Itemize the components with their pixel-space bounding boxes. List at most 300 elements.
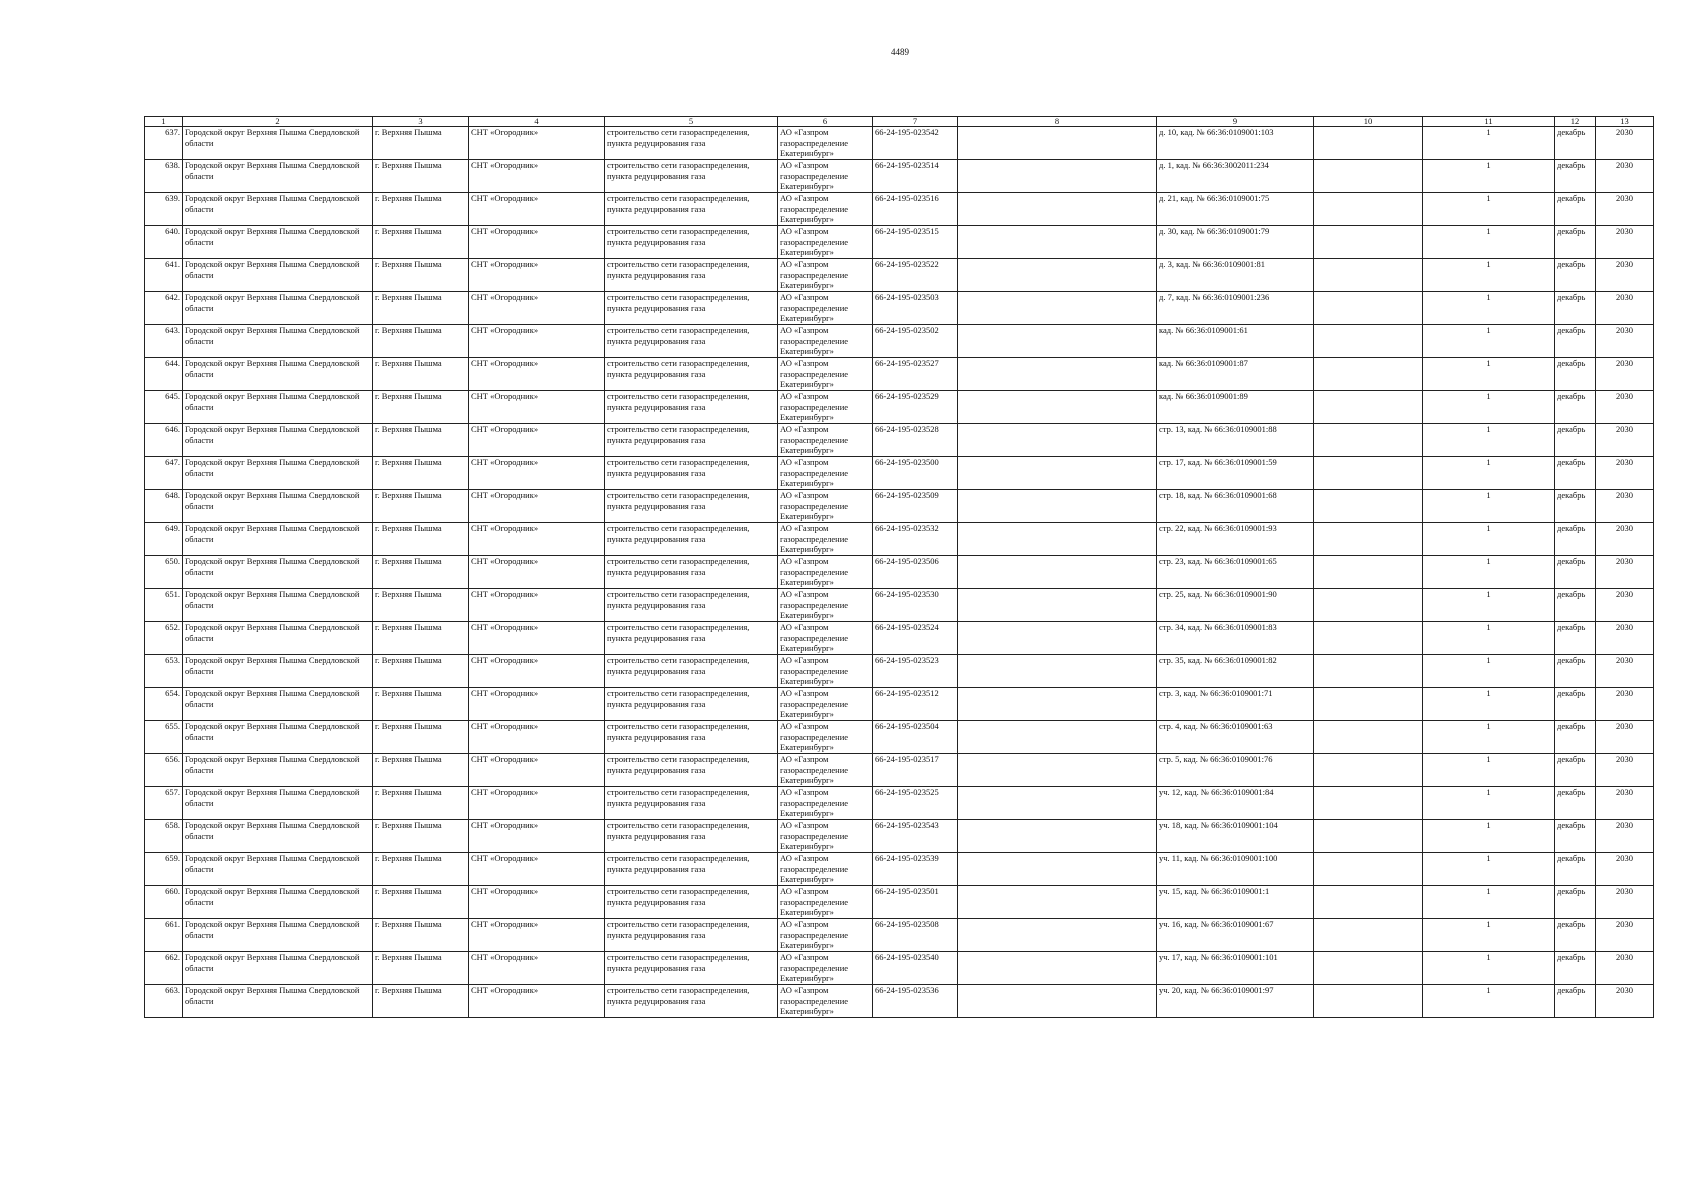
- month-cell: декабрь: [1555, 688, 1596, 721]
- empty-cell-10: [1314, 226, 1423, 259]
- empty-cell-10: [1314, 292, 1423, 325]
- owner-cell: АО «Газпром газораспределение Екатеринбург»: [778, 754, 873, 787]
- count-cell: 1: [1423, 457, 1555, 490]
- row-number: 639.: [145, 193, 183, 226]
- object-code-cell: 66-24-195-023504: [873, 721, 958, 754]
- object-code-cell: 66-24-195-023503: [873, 292, 958, 325]
- year-cell: 2030: [1596, 424, 1654, 457]
- column-header-1: 1: [145, 117, 183, 127]
- empty-cell-10: [1314, 160, 1423, 193]
- object-code-cell: 66-24-195-023540: [873, 952, 958, 985]
- year-cell: 2030: [1596, 193, 1654, 226]
- register-table: [144, 116, 1654, 1018]
- table-row: [145, 787, 1654, 820]
- city-cell: г. Верхняя Пышма: [373, 325, 469, 358]
- work-description-cell: строительство сети газораспределения, пункта редуцирования газа: [605, 490, 778, 523]
- address-cell: уч. 17, кад. № 66:36:0109001:101: [1157, 952, 1314, 985]
- settlement-cell: СНТ «Огородник»: [469, 787, 605, 820]
- municipality-cell: Городской округ Верхняя Пышма Свердловской области: [183, 820, 373, 853]
- table-row: [145, 721, 1654, 754]
- table-row: [145, 853, 1654, 886]
- work-description-cell: строительство сети газораспределения, пункта редуцирования газа: [605, 688, 778, 721]
- table-row: [145, 457, 1654, 490]
- work-description-cell: строительство сети газораспределения, пункта редуцирования газа: [605, 523, 778, 556]
- owner-cell: АО «Газпром газораспределение Екатеринбург»: [778, 655, 873, 688]
- city-cell: г. Верхняя Пышма: [373, 226, 469, 259]
- object-code-cell: 66-24-195-023528: [873, 424, 958, 457]
- settlement-cell: СНТ «Огородник»: [469, 886, 605, 919]
- empty-cell-8: [958, 952, 1157, 985]
- count-cell: 1: [1423, 259, 1555, 292]
- work-description-cell: строительство сети газораспределения, пункта редуцирования газа: [605, 424, 778, 457]
- work-description-cell: строительство сети газораспределения, пункта редуцирования газа: [605, 292, 778, 325]
- address-cell: д. 3, кад. № 66:36:0109001:81: [1157, 259, 1314, 292]
- year-cell: 2030: [1596, 655, 1654, 688]
- empty-cell-10: [1314, 193, 1423, 226]
- municipality-cell: Городской округ Верхняя Пышма Свердловской области: [183, 754, 373, 787]
- year-cell: 2030: [1596, 523, 1654, 556]
- work-description-cell: строительство сети газораспределения, пункта редуцирования газа: [605, 622, 778, 655]
- year-cell: 2030: [1596, 292, 1654, 325]
- address-cell: стр. 18, кад. № 66:36:0109001:68: [1157, 490, 1314, 523]
- empty-cell-8: [958, 556, 1157, 589]
- settlement-cell: СНТ «Огородник»: [469, 325, 605, 358]
- empty-cell-8: [958, 424, 1157, 457]
- empty-cell-8: [958, 160, 1157, 193]
- month-cell: декабрь: [1555, 457, 1596, 490]
- address-cell: д. 30, кад. № 66:36:0109001:79: [1157, 226, 1314, 259]
- city-cell: г. Верхняя Пышма: [373, 292, 469, 325]
- table-row: [145, 358, 1654, 391]
- work-description-cell: строительство сети газораспределения, пункта редуцирования газа: [605, 391, 778, 424]
- settlement-cell: СНТ «Огородник»: [469, 688, 605, 721]
- work-description-cell: строительство сети газораспределения, пункта редуцирования газа: [605, 226, 778, 259]
- year-cell: 2030: [1596, 556, 1654, 589]
- city-cell: г. Верхняя Пышма: [373, 490, 469, 523]
- owner-cell: АО «Газпром газораспределение Екатеринбург»: [778, 589, 873, 622]
- municipality-cell: Городской округ Верхняя Пышма Свердловской области: [183, 622, 373, 655]
- empty-cell-10: [1314, 358, 1423, 391]
- work-description-cell: строительство сети газораспределения, пункта редуцирования газа: [605, 589, 778, 622]
- municipality-cell: Городской округ Верхняя Пышма Свердловской области: [183, 160, 373, 193]
- municipality-cell: Городской округ Верхняя Пышма Свердловской области: [183, 589, 373, 622]
- owner-cell: АО «Газпром газораспределение Екатеринбург»: [778, 490, 873, 523]
- address-cell: кад. № 66:36:0109001:87: [1157, 358, 1314, 391]
- settlement-cell: СНТ «Огородник»: [469, 853, 605, 886]
- row-number: 651.: [145, 589, 183, 622]
- column-header-2: 2: [183, 117, 373, 127]
- city-cell: г. Верхняя Пышма: [373, 853, 469, 886]
- count-cell: 1: [1423, 919, 1555, 952]
- year-cell: 2030: [1596, 820, 1654, 853]
- empty-cell-10: [1314, 556, 1423, 589]
- owner-cell: АО «Газпром газораспределение Екатеринбург»: [778, 226, 873, 259]
- address-cell: стр. 13, кад. № 66:36:0109001:88: [1157, 424, 1314, 457]
- empty-cell-8: [958, 490, 1157, 523]
- city-cell: г. Верхняя Пышма: [373, 886, 469, 919]
- address-cell: стр. 5, кад. № 66:36:0109001:76: [1157, 754, 1314, 787]
- municipality-cell: Городской округ Верхняя Пышма Свердловской области: [183, 655, 373, 688]
- row-number: 655.: [145, 721, 183, 754]
- empty-cell-10: [1314, 985, 1423, 1018]
- city-cell: г. Верхняя Пышма: [373, 556, 469, 589]
- year-cell: 2030: [1596, 721, 1654, 754]
- empty-cell-8: [958, 820, 1157, 853]
- year-cell: 2030: [1596, 622, 1654, 655]
- owner-cell: АО «Газпром газораспределение Екатеринбург»: [778, 787, 873, 820]
- settlement-cell: СНТ «Огородник»: [469, 820, 605, 853]
- address-cell: уч. 20, кад. № 66:36:0109001:97: [1157, 985, 1314, 1018]
- year-cell: 2030: [1596, 259, 1654, 292]
- count-cell: 1: [1423, 589, 1555, 622]
- table-row: [145, 391, 1654, 424]
- settlement-cell: СНТ «Огородник»: [469, 754, 605, 787]
- count-cell: 1: [1423, 985, 1555, 1018]
- row-number: 659.: [145, 853, 183, 886]
- address-cell: д. 1, кад. № 66:36:3002011:234: [1157, 160, 1314, 193]
- city-cell: г. Верхняя Пышма: [373, 457, 469, 490]
- owner-cell: АО «Газпром газораспределение Екатеринбург»: [778, 292, 873, 325]
- empty-cell-10: [1314, 424, 1423, 457]
- empty-cell-10: [1314, 655, 1423, 688]
- settlement-cell: СНТ «Огородник»: [469, 556, 605, 589]
- empty-cell-10: [1314, 391, 1423, 424]
- city-cell: г. Верхняя Пышма: [373, 622, 469, 655]
- empty-cell-10: [1314, 589, 1423, 622]
- address-cell: д. 7, кад. № 66:36:0109001:236: [1157, 292, 1314, 325]
- address-cell: стр. 4, кад. № 66:36:0109001:63: [1157, 721, 1314, 754]
- empty-cell-10: [1314, 853, 1423, 886]
- count-cell: 1: [1423, 688, 1555, 721]
- column-header-13: 13: [1596, 117, 1654, 127]
- settlement-cell: СНТ «Огородник»: [469, 589, 605, 622]
- empty-cell-8: [958, 226, 1157, 259]
- year-cell: 2030: [1596, 754, 1654, 787]
- row-number: 652.: [145, 622, 183, 655]
- work-description-cell: строительство сети газораспределения, пункта редуцирования газа: [605, 127, 778, 160]
- empty-cell-8: [958, 457, 1157, 490]
- settlement-cell: СНТ «Огородник»: [469, 193, 605, 226]
- month-cell: декабрь: [1555, 919, 1596, 952]
- column-header-5: 5: [605, 117, 778, 127]
- month-cell: декабрь: [1555, 160, 1596, 193]
- row-number: 640.: [145, 226, 183, 259]
- address-cell: стр. 3, кад. № 66:36:0109001:71: [1157, 688, 1314, 721]
- city-cell: г. Верхняя Пышма: [373, 160, 469, 193]
- settlement-cell: СНТ «Огородник»: [469, 655, 605, 688]
- owner-cell: АО «Газпром газораспределение Екатеринбург»: [778, 160, 873, 193]
- table-row: [145, 127, 1654, 160]
- settlement-cell: СНТ «Огородник»: [469, 226, 605, 259]
- count-cell: 1: [1423, 490, 1555, 523]
- work-description-cell: строительство сети газораспределения, пункта редуцирования газа: [605, 952, 778, 985]
- empty-cell-10: [1314, 820, 1423, 853]
- row-number: 649.: [145, 523, 183, 556]
- object-code-cell: 66-24-195-023524: [873, 622, 958, 655]
- row-number: 663.: [145, 985, 183, 1018]
- owner-cell: АО «Газпром газораспределение Екатеринбург»: [778, 391, 873, 424]
- table-row: [145, 886, 1654, 919]
- address-cell: стр. 17, кад. № 66:36:0109001:59: [1157, 457, 1314, 490]
- object-code-cell: 66-24-195-023509: [873, 490, 958, 523]
- column-header-7: 7: [873, 117, 958, 127]
- month-cell: декабрь: [1555, 622, 1596, 655]
- month-cell: декабрь: [1555, 853, 1596, 886]
- year-cell: 2030: [1596, 226, 1654, 259]
- owner-cell: АО «Газпром газораспределение Екатеринбург»: [778, 523, 873, 556]
- count-cell: 1: [1423, 160, 1555, 193]
- empty-cell-10: [1314, 886, 1423, 919]
- table-row: [145, 160, 1654, 193]
- year-cell: 2030: [1596, 886, 1654, 919]
- settlement-cell: СНТ «Огородник»: [469, 622, 605, 655]
- column-header-12: 12: [1555, 117, 1596, 127]
- empty-cell-8: [958, 688, 1157, 721]
- settlement-cell: СНТ «Огородник»: [469, 490, 605, 523]
- work-description-cell: строительство сети газораспределения, пункта редуцирования газа: [605, 721, 778, 754]
- city-cell: г. Верхняя Пышма: [373, 391, 469, 424]
- count-cell: 1: [1423, 226, 1555, 259]
- empty-cell-10: [1314, 919, 1423, 952]
- column-header-11: 11: [1423, 117, 1555, 127]
- work-description-cell: строительство сети газораспределения, пункта редуцирования газа: [605, 556, 778, 589]
- municipality-cell: Городской округ Верхняя Пышма Свердловской области: [183, 919, 373, 952]
- month-cell: декабрь: [1555, 292, 1596, 325]
- owner-cell: АО «Газпром газораспределение Екатеринбург»: [778, 622, 873, 655]
- table-row: [145, 622, 1654, 655]
- work-description-cell: строительство сети газораспределения, пункта редуцирования газа: [605, 325, 778, 358]
- object-code-cell: 66-24-195-023517: [873, 754, 958, 787]
- table-row: [145, 424, 1654, 457]
- month-cell: декабрь: [1555, 127, 1596, 160]
- count-cell: 1: [1423, 886, 1555, 919]
- table-row: [145, 919, 1654, 952]
- count-cell: 1: [1423, 820, 1555, 853]
- municipality-cell: Городской округ Верхняя Пышма Свердловской области: [183, 457, 373, 490]
- address-cell: кад. № 66:36:0109001:89: [1157, 391, 1314, 424]
- owner-cell: АО «Газпром газораспределение Екатеринбург»: [778, 556, 873, 589]
- owner-cell: АО «Газпром газораспределение Екатеринбург»: [778, 688, 873, 721]
- count-cell: 1: [1423, 523, 1555, 556]
- settlement-cell: СНТ «Огородник»: [469, 358, 605, 391]
- empty-cell-8: [958, 787, 1157, 820]
- settlement-cell: СНТ «Огородник»: [469, 952, 605, 985]
- city-cell: г. Верхняя Пышма: [373, 193, 469, 226]
- object-code-cell: 66-24-195-023539: [873, 853, 958, 886]
- empty-cell-10: [1314, 787, 1423, 820]
- city-cell: г. Верхняя Пышма: [373, 358, 469, 391]
- table-row: [145, 655, 1654, 688]
- owner-cell: АО «Газпром газораспределение Екатеринбург»: [778, 952, 873, 985]
- work-description-cell: строительство сети газораспределения, пункта редуцирования газа: [605, 787, 778, 820]
- row-number: 648.: [145, 490, 183, 523]
- work-description-cell: строительство сети газораспределения, пункта редуцирования газа: [605, 886, 778, 919]
- year-cell: 2030: [1596, 688, 1654, 721]
- year-cell: 2030: [1596, 391, 1654, 424]
- month-cell: декабрь: [1555, 820, 1596, 853]
- municipality-cell: Городской округ Верхняя Пышма Свердловской области: [183, 325, 373, 358]
- object-code-cell: 66-24-195-023515: [873, 226, 958, 259]
- object-code-cell: 66-24-195-023543: [873, 820, 958, 853]
- municipality-cell: Городской округ Верхняя Пышма Свердловской области: [183, 688, 373, 721]
- row-number: 653.: [145, 655, 183, 688]
- owner-cell: АО «Газпром газораспределение Екатеринбург»: [778, 127, 873, 160]
- object-code-cell: 66-24-195-023502: [873, 325, 958, 358]
- empty-cell-10: [1314, 622, 1423, 655]
- empty-cell-8: [958, 193, 1157, 226]
- row-number: 654.: [145, 688, 183, 721]
- owner-cell: АО «Газпром газораспределение Екатеринбург»: [778, 886, 873, 919]
- count-cell: 1: [1423, 655, 1555, 688]
- empty-cell-10: [1314, 127, 1423, 160]
- settlement-cell: СНТ «Огородник»: [469, 292, 605, 325]
- row-number: 638.: [145, 160, 183, 193]
- work-description-cell: строительство сети газораспределения, пункта редуцирования газа: [605, 259, 778, 292]
- empty-cell-8: [958, 721, 1157, 754]
- city-cell: г. Верхняя Пышма: [373, 523, 469, 556]
- settlement-cell: СНТ «Огородник»: [469, 259, 605, 292]
- year-cell: 2030: [1596, 952, 1654, 985]
- empty-cell-8: [958, 127, 1157, 160]
- object-code-cell: 66-24-195-023514: [873, 160, 958, 193]
- table-row: [145, 523, 1654, 556]
- city-cell: г. Верхняя Пышма: [373, 919, 469, 952]
- address-cell: уч. 18, кад. № 66:36:0109001:104: [1157, 820, 1314, 853]
- object-code-cell: 66-24-195-023530: [873, 589, 958, 622]
- work-description-cell: строительство сети газораспределения, пункта редуцирования газа: [605, 853, 778, 886]
- row-number: 650.: [145, 556, 183, 589]
- page-number: 4489: [891, 47, 909, 57]
- object-code-cell: 66-24-195-023529: [873, 391, 958, 424]
- municipality-cell: Городской округ Верхняя Пышма Свердловской области: [183, 523, 373, 556]
- column-header-4: 4: [469, 117, 605, 127]
- table-row: [145, 754, 1654, 787]
- address-cell: стр. 23, кад. № 66:36:0109001:65: [1157, 556, 1314, 589]
- settlement-cell: СНТ «Огородник»: [469, 391, 605, 424]
- empty-cell-10: [1314, 259, 1423, 292]
- address-cell: уч. 15, кад. № 66:36:0109001:1: [1157, 886, 1314, 919]
- year-cell: 2030: [1596, 853, 1654, 886]
- city-cell: г. Верхняя Пышма: [373, 820, 469, 853]
- month-cell: декабрь: [1555, 490, 1596, 523]
- count-cell: 1: [1423, 721, 1555, 754]
- table-row: [145, 259, 1654, 292]
- object-code-cell: 66-24-195-023527: [873, 358, 958, 391]
- row-number: 656.: [145, 754, 183, 787]
- table-body: [145, 127, 1654, 1018]
- city-cell: г. Верхняя Пышма: [373, 589, 469, 622]
- column-header-6: 6: [778, 117, 873, 127]
- empty-cell-10: [1314, 523, 1423, 556]
- year-cell: 2030: [1596, 985, 1654, 1018]
- row-number: 644.: [145, 358, 183, 391]
- object-code-cell: 66-24-195-023523: [873, 655, 958, 688]
- row-number: 646.: [145, 424, 183, 457]
- count-cell: 1: [1423, 853, 1555, 886]
- month-cell: декабрь: [1555, 523, 1596, 556]
- count-cell: 1: [1423, 787, 1555, 820]
- city-cell: г. Верхняя Пышма: [373, 127, 469, 160]
- empty-cell-8: [958, 391, 1157, 424]
- object-code-cell: 66-24-195-023522: [873, 259, 958, 292]
- empty-cell-8: [958, 655, 1157, 688]
- month-cell: декабрь: [1555, 391, 1596, 424]
- city-cell: г. Верхняя Пышма: [373, 655, 469, 688]
- row-number: 661.: [145, 919, 183, 952]
- municipality-cell: Городской округ Верхняя Пышма Свердловской области: [183, 952, 373, 985]
- table-row: [145, 490, 1654, 523]
- owner-cell: АО «Газпром газораспределение Екатеринбург»: [778, 457, 873, 490]
- city-cell: г. Верхняя Пышма: [373, 952, 469, 985]
- column-header-8: 8: [958, 117, 1157, 127]
- municipality-cell: Городской округ Верхняя Пышма Свердловской области: [183, 259, 373, 292]
- empty-cell-10: [1314, 952, 1423, 985]
- municipality-cell: Городской округ Верхняя Пышма Свердловской области: [183, 886, 373, 919]
- row-number: 662.: [145, 952, 183, 985]
- municipality-cell: Городской округ Верхняя Пышма Свердловской области: [183, 721, 373, 754]
- municipality-cell: Городской округ Верхняя Пышма Свердловской области: [183, 556, 373, 589]
- work-description-cell: строительство сети газораспределения, пункта редуцирования газа: [605, 754, 778, 787]
- municipality-cell: Городской округ Верхняя Пышма Свердловской области: [183, 226, 373, 259]
- count-cell: 1: [1423, 556, 1555, 589]
- month-cell: декабрь: [1555, 589, 1596, 622]
- municipality-cell: Городской округ Верхняя Пышма Свердловской области: [183, 391, 373, 424]
- table-row: [145, 292, 1654, 325]
- owner-cell: АО «Газпром газораспределение Екатеринбург»: [778, 193, 873, 226]
- municipality-cell: Городской округ Верхняя Пышма Свердловской области: [183, 490, 373, 523]
- count-cell: 1: [1423, 391, 1555, 424]
- empty-cell-8: [958, 985, 1157, 1018]
- address-cell: д. 10, кад. № 66:36:0109001:103: [1157, 127, 1314, 160]
- year-cell: 2030: [1596, 490, 1654, 523]
- row-number: 641.: [145, 259, 183, 292]
- object-code-cell: 66-24-195-023501: [873, 886, 958, 919]
- column-header-9: 9: [1157, 117, 1314, 127]
- work-description-cell: строительство сети газораспределения, пункта редуцирования газа: [605, 193, 778, 226]
- table-row: [145, 688, 1654, 721]
- empty-cell-10: [1314, 688, 1423, 721]
- city-cell: г. Верхняя Пышма: [373, 721, 469, 754]
- month-cell: декабрь: [1555, 655, 1596, 688]
- empty-cell-8: [958, 259, 1157, 292]
- header-row: [145, 117, 1654, 127]
- row-number: 658.: [145, 820, 183, 853]
- owner-cell: АО «Газпром газораспределение Екатеринбург»: [778, 820, 873, 853]
- settlement-cell: СНТ «Огородник»: [469, 985, 605, 1018]
- row-number: 643.: [145, 325, 183, 358]
- settlement-cell: СНТ «Огородник»: [469, 457, 605, 490]
- table-row: [145, 985, 1654, 1018]
- count-cell: 1: [1423, 622, 1555, 655]
- row-number: 647.: [145, 457, 183, 490]
- settlement-cell: СНТ «Огородник»: [469, 919, 605, 952]
- month-cell: декабрь: [1555, 721, 1596, 754]
- row-number: 637.: [145, 127, 183, 160]
- column-header-10: 10: [1314, 117, 1423, 127]
- settlement-cell: СНТ «Огородник»: [469, 127, 605, 160]
- object-code-cell: 66-24-195-023500: [873, 457, 958, 490]
- count-cell: 1: [1423, 424, 1555, 457]
- city-cell: г. Верхняя Пышма: [373, 688, 469, 721]
- year-cell: 2030: [1596, 787, 1654, 820]
- work-description-cell: строительство сети газораспределения, пункта редуцирования газа: [605, 457, 778, 490]
- address-cell: стр. 35, кад. № 66:36:0109001:82: [1157, 655, 1314, 688]
- object-code-cell: 66-24-195-023516: [873, 193, 958, 226]
- municipality-cell: Городской округ Верхняя Пышма Свердловской области: [183, 127, 373, 160]
- municipality-cell: Городской округ Верхняя Пышма Свердловской области: [183, 358, 373, 391]
- object-code-cell: 66-24-195-023508: [873, 919, 958, 952]
- count-cell: 1: [1423, 127, 1555, 160]
